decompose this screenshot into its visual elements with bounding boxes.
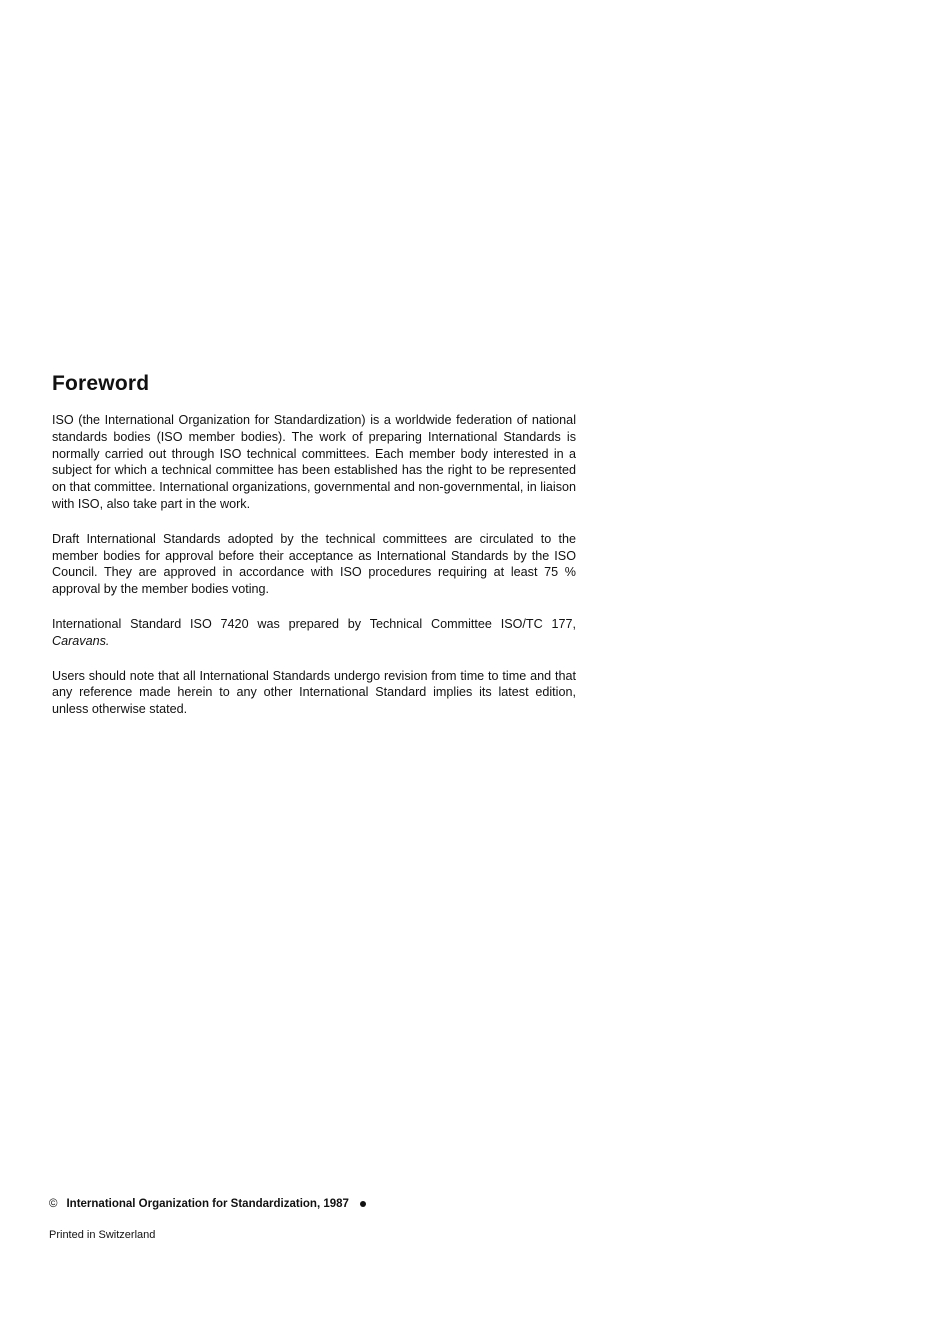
copyright-text: International Organization for Standardization, 1987 (66, 1198, 349, 1210)
page-title: Foreword (52, 372, 150, 395)
copyright-icon: © (49, 1198, 58, 1210)
bullet-icon (360, 1201, 366, 1207)
copyright-line (49, 1198, 366, 1210)
paragraph-draft-standards: Draft International Standards adopted by the technical committees are circulated to the member bodies for approval before their acceptance as International Standards by the ISO Council. They are approved in accordance with ISO procedures requiring at least 75 % approval by the member bodies voting. (52, 531, 576, 597)
tc-text: International Standard ISO 7420 was prepared by Technical Committee ISO/TC 177, (52, 616, 576, 631)
paragraph-revision-note: Users should note that all International Standards undergo revision from time to time and that any reference made herein to any other International Standard implies its latest edition, unless otherwise stated. (52, 668, 576, 717)
printed-location: Printed in Switzerland (49, 1229, 156, 1241)
paragraph-technical-committee (52, 616, 576, 650)
tc-committee-name: Caravans. (52, 633, 110, 648)
paragraph-iso-intro: ISO (the International Organization for Standardization) is a worldwide federation of national standards bodies (ISO member bodies). The work of preparing International Standards is normally carried out through ISO technical committees. Each member body interested in a subject for which a technical committee has been established has the right to be represented on that committee. International organizations, governmental and non-governmental, in liaison with ISO, also take part in the work. (52, 413, 576, 511)
foreword-body (52, 412, 576, 736)
